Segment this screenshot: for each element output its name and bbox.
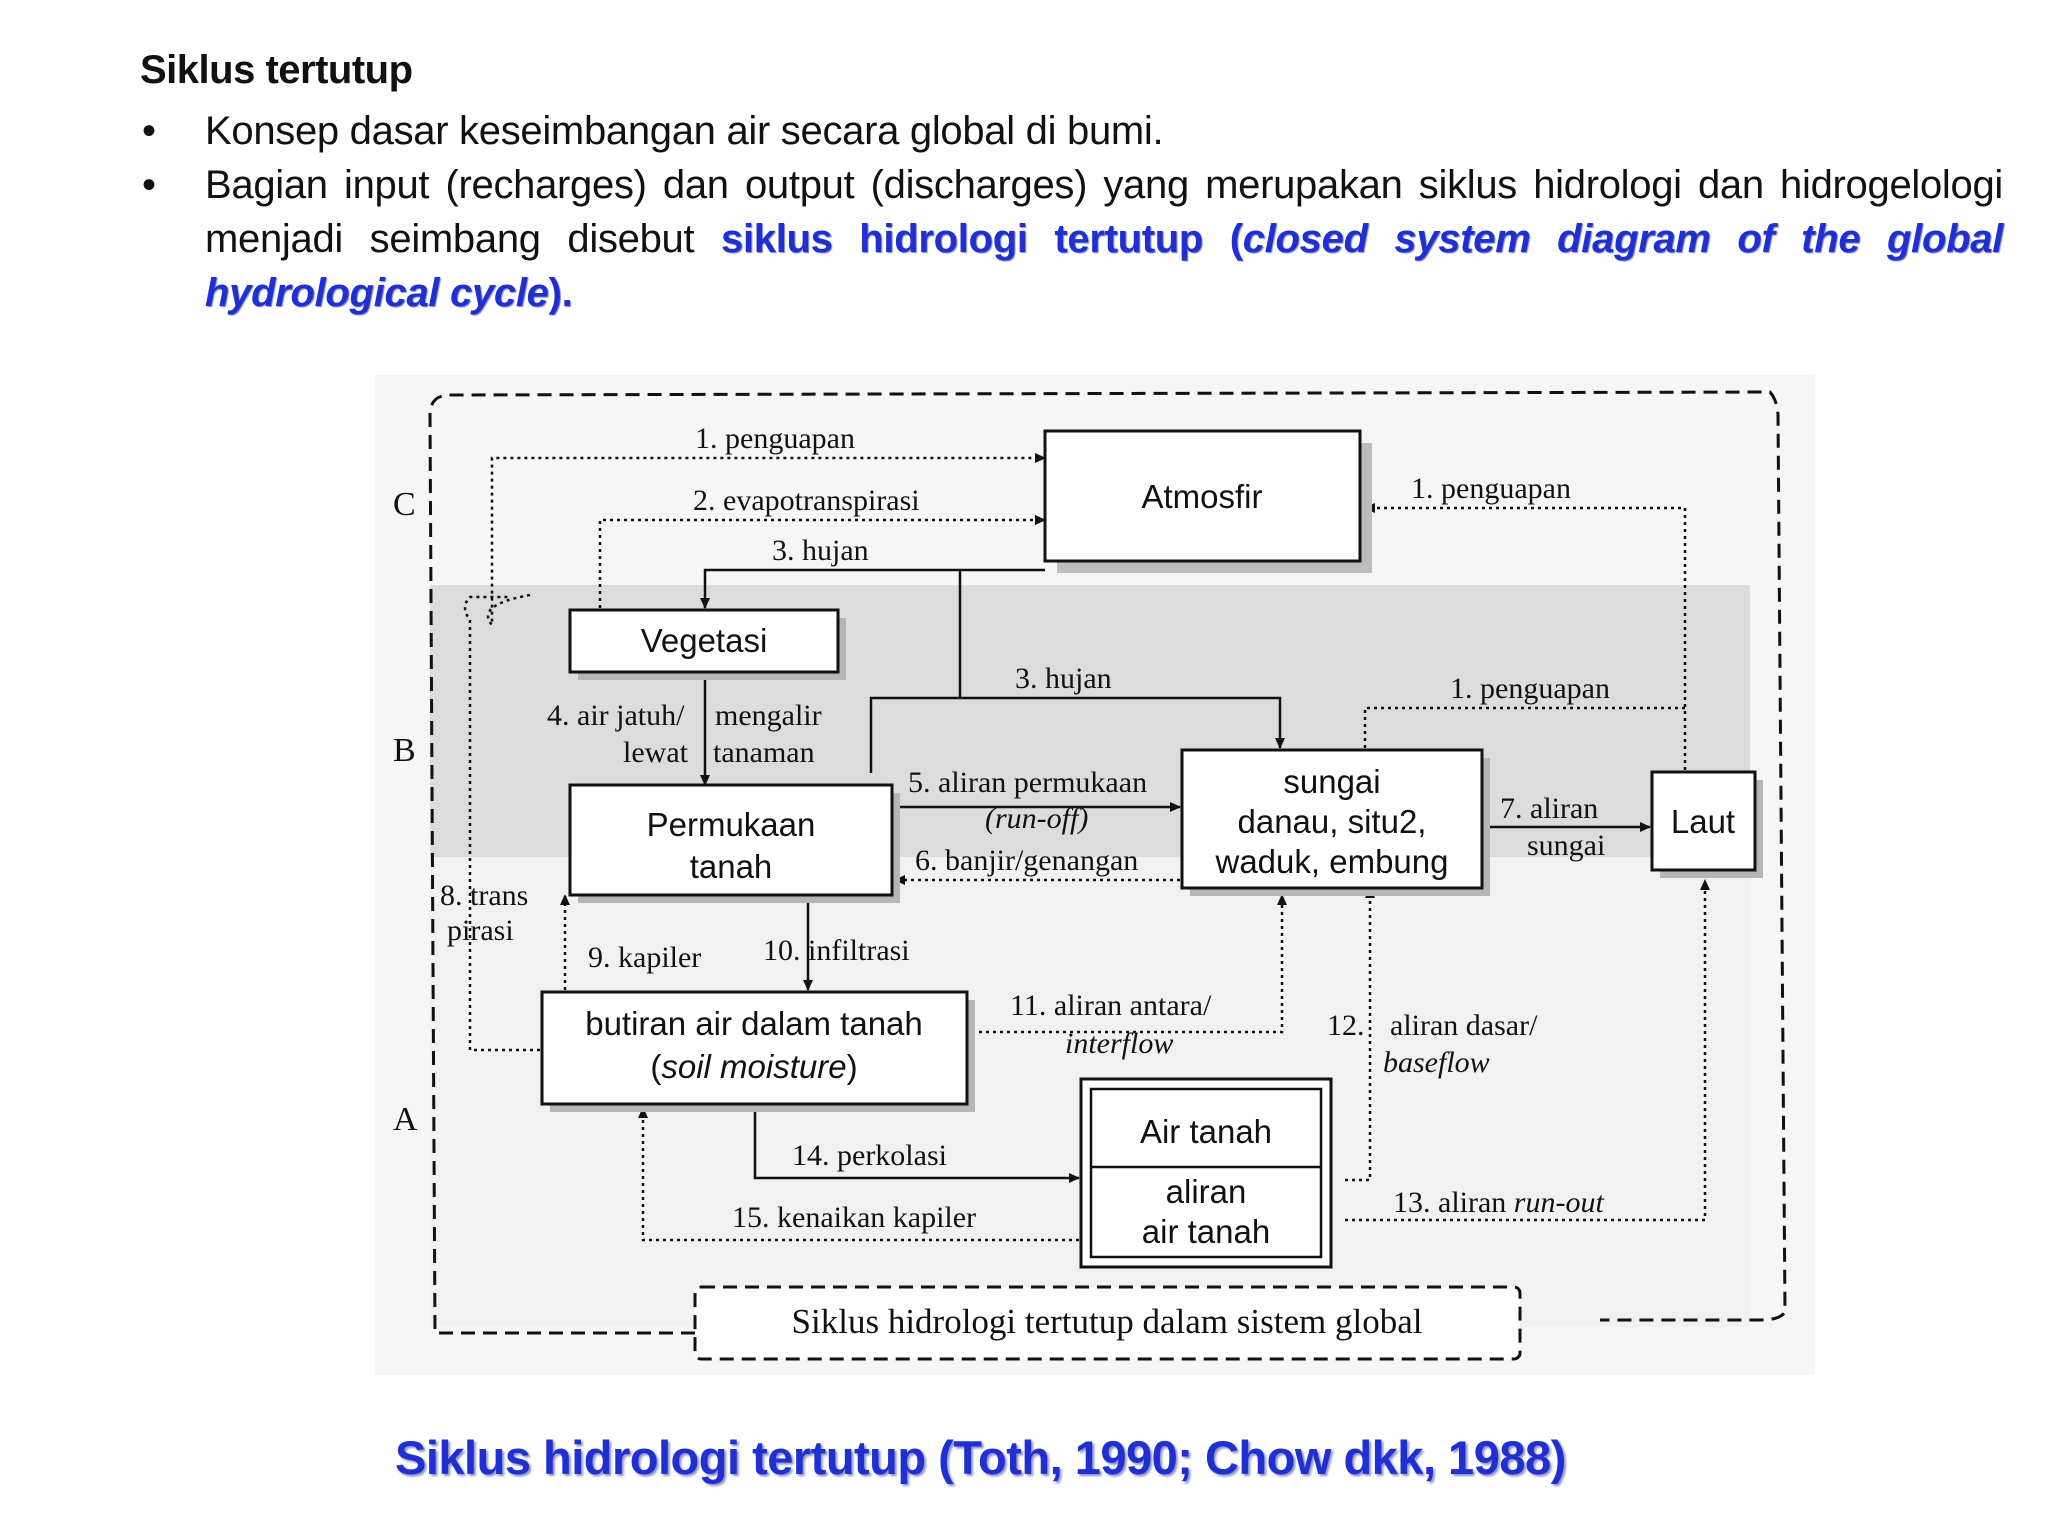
label-aliran-permukaan: 5. aliran permukaan — [908, 766, 1148, 799]
soil-moisture-italic: soil moisture — [661, 1048, 847, 1085]
label-run-off: (run-off) — [985, 802, 1089, 835]
zone-a-label: A — [393, 1101, 418, 1138]
label-transpirasi-1: 8. trans — [440, 879, 529, 912]
highlight-italic: closed system diagram of the global hydrological cycle — [205, 217, 2004, 315]
label-interflow: interflow — [1065, 1027, 1174, 1060]
label-mengalir: mengalir — [715, 699, 822, 732]
label-baseflow-number: 12. — [1327, 1009, 1365, 1042]
label-transpirasi-2: pirasi — [447, 914, 514, 947]
box-air-tanah-label-3: air tanah — [1141, 1213, 1271, 1250]
box-soil-moisture-label-2 — [650, 1048, 857, 1085]
paren-open: ( — [650, 1048, 662, 1085]
label-run-out-italic: run-out — [1513, 1186, 1604, 1219]
diagram-footer-label: Siklus hidrologi tertutup dalam sistem global — [791, 1302, 1423, 1341]
label-lewat: lewat — [623, 736, 688, 769]
box-permukaan-label-2: tanah — [689, 848, 773, 885]
label-evapotranspirasi: 2. evapotranspirasi — [693, 484, 920, 517]
box-sungai — [1182, 750, 1490, 896]
label-penguapan-1: 1. penguapan — [695, 422, 855, 455]
box-soil-moisture — [542, 992, 975, 1112]
zone-c-label: C — [393, 486, 416, 523]
bullet-text — [205, 158, 2003, 320]
label-aliran-sungai-1: 7. aliran — [1500, 792, 1599, 825]
label-hujan-1: 3. hujan — [772, 534, 869, 567]
label-kenaikan-kapiler: 15. kenaikan kapiler — [732, 1201, 977, 1234]
label-run-out — [1393, 1186, 1604, 1219]
label-hujan-2: 3. hujan — [1015, 662, 1112, 695]
label-aliran-dasar: aliran dasar/ — [1390, 1009, 1538, 1042]
label-penguapan-3: 1. penguapan — [1450, 672, 1610, 705]
diagram-footer — [695, 1287, 1520, 1359]
box-atmosfir — [1045, 431, 1372, 573]
label-penguapan-2: 1. penguapan — [1411, 472, 1571, 505]
box-soil-moisture-label-1: butiran air dalam tanah — [585, 1005, 923, 1042]
box-laut-label: Laut — [1670, 803, 1736, 840]
box-permukaan-tanah — [570, 785, 900, 903]
bullet-text: Konsep dasar keseimbangan air secara global di bumi. — [205, 109, 1164, 153]
box-vegetasi — [570, 610, 846, 680]
bullet-text-plain: Bagian input (recharges) dan output (discharges) yang merupakan siklus hidrologi dan hidrogelologi menjadi seimbang disebut — [205, 163, 2003, 261]
highlight-part: ). — [548, 271, 573, 315]
box-air-tanah — [1081, 1079, 1331, 1267]
box-sungai-label-3: waduk, embung — [1215, 843, 1449, 880]
box-vegetasi-label: Vegetasi — [640, 622, 768, 659]
box-sungai-label-2: danau, situ2, — [1237, 803, 1427, 840]
label-baseflow: baseflow — [1383, 1046, 1490, 1079]
label-banjir: 6. banjir/genangan — [915, 844, 1139, 877]
label-air-jatuh: 4. air jatuh/ — [547, 699, 685, 732]
box-laut — [1652, 772, 1763, 878]
box-permukaan-label-1: Permukaan — [646, 806, 816, 843]
figure-caption: Siklus hidrologi tertutup (Toth, 1990; Chow dkk, 1988) — [395, 1431, 1566, 1484]
zone-b-label: B — [393, 732, 416, 769]
highlight-part: siklus hidrologi tertutup ( — [721, 217, 1243, 261]
label-run-out-prefix: 13. aliran — [1393, 1186, 1514, 1219]
bullet-dot: • — [142, 109, 156, 153]
label-perkolasi: 14. perkolasi — [792, 1139, 947, 1172]
paren-close: ) — [846, 1048, 858, 1085]
box-atmosfir-label: Atmosfir — [1141, 478, 1263, 515]
label-kapiler: 9. kapiler — [588, 941, 702, 974]
bullet-dot: • — [142, 163, 156, 207]
label-infiltrasi: 10. infiltrasi — [763, 934, 910, 967]
label-aliran-antara: 11. aliran antara/ — [1010, 989, 1212, 1022]
section-heading: Siklus tertutup — [140, 48, 413, 92]
box-sungai-label-1: sungai — [1283, 763, 1381, 800]
box-air-tanah-label-2: aliran — [1165, 1173, 1247, 1210]
label-aliran-sungai-2: sungai — [1527, 829, 1606, 862]
label-tanaman: tanaman — [713, 736, 815, 769]
closed-hydrological-cycle-diagram — [375, 375, 1815, 1375]
box-air-tanah-label-1: Air tanah — [1139, 1113, 1273, 1150]
